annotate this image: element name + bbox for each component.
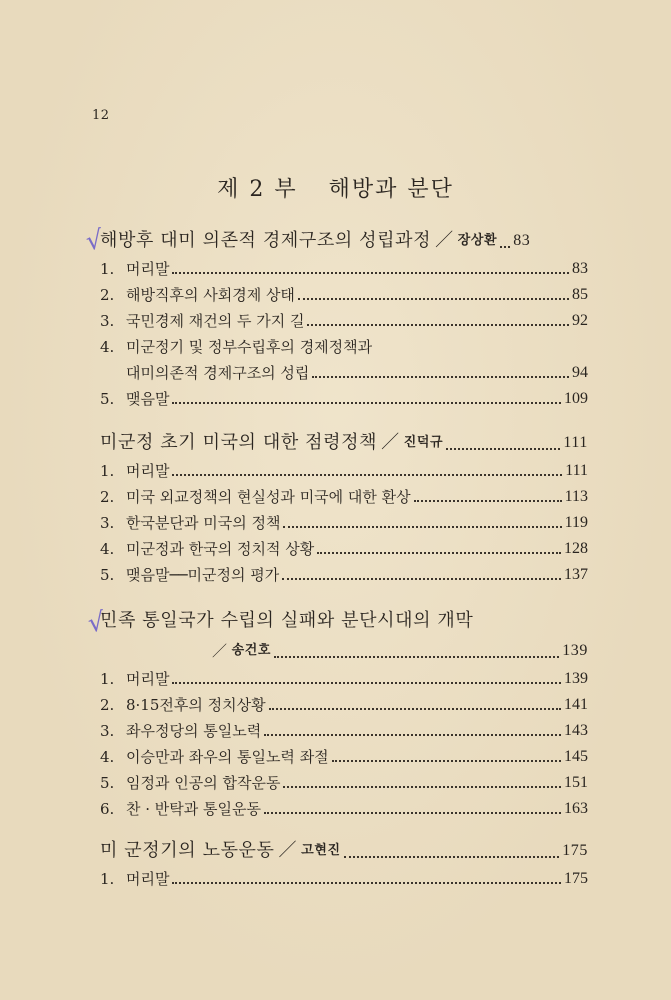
dot-leader [172, 473, 562, 476]
toc-entry[interactable] [100, 536, 588, 562]
slash-separator: ／ [435, 230, 454, 251]
entry-page: 128 [564, 540, 588, 557]
entry-page: 151 [564, 774, 588, 791]
entry-number: 3. [100, 312, 115, 330]
entry-title: 머리말 [126, 260, 170, 278]
dot-leader [172, 271, 569, 274]
dot-leader [414, 499, 562, 502]
dot-leader [312, 375, 569, 378]
dot-leader [283, 785, 561, 788]
entry-page: 85 [572, 286, 588, 303]
entry-page: 139 [564, 670, 588, 687]
part-number: 제 2 부 [217, 177, 298, 202]
entry-number: 4. [100, 338, 115, 356]
entry-page: 143 [564, 722, 588, 739]
entry-title: 임정과 인공의 합작운동 [126, 774, 281, 792]
dot-leader [446, 447, 560, 450]
dot-leader [264, 811, 561, 814]
section-title: 미 군정기의 노동운동 [100, 840, 275, 861]
toc-section-3 [100, 606, 588, 822]
section-page: 111 [563, 434, 588, 451]
entry-title: 찬 · 반탁과 통일운동 [126, 800, 261, 818]
entry-title: 맺음말──미군정의 평가 [126, 566, 280, 584]
dot-leader [317, 551, 561, 554]
dot-leader [172, 881, 561, 884]
slash-separator: ／ [381, 432, 400, 453]
section-title: 해방후 대미 의존적 경제구조의 성립과정 [100, 230, 432, 251]
entry-number: 2. [100, 488, 115, 506]
entry-number: 4. [100, 748, 115, 766]
toc-section-heading[interactable] [100, 226, 588, 256]
part-title-text: 해방과 분단 [328, 177, 454, 202]
dot-leader [344, 855, 560, 858]
dot-leader [307, 323, 569, 326]
entry-number: 6. [100, 800, 115, 818]
entry-title: 8·15전후의 정치상황 [126, 696, 266, 714]
section-author: 송건호 [231, 643, 272, 658]
section-page: 175 [562, 842, 588, 859]
entry-number: 1. [100, 870, 115, 888]
entry-page: 145 [564, 748, 588, 765]
toc-entry[interactable] [100, 282, 588, 308]
toc-entry[interactable] [100, 866, 588, 892]
toc-entry-line1[interactable] [100, 334, 588, 360]
dot-leader [172, 401, 561, 404]
entry-title: 이승만과 좌우의 통일노력 좌절 [126, 748, 329, 766]
entry-number: 1. [100, 462, 115, 480]
dot-leader [264, 733, 561, 736]
entry-page: 119 [564, 514, 588, 531]
entry-page: 141 [564, 696, 588, 713]
entry-page: 109 [564, 390, 588, 407]
dot-leader [274, 655, 559, 658]
pen-check-mark-icon: √ [85, 606, 107, 640]
toc-section-heading[interactable] [100, 836, 588, 866]
entry-number: 5. [100, 390, 115, 408]
toc-entry[interactable] [100, 308, 588, 334]
entry-number: 4. [100, 540, 115, 558]
entry-page: 163 [564, 800, 588, 817]
toc-section-2 [100, 428, 588, 588]
dot-leader [269, 707, 561, 710]
entry-title: 해방직후의 사회경제 상태 [126, 286, 295, 304]
entry-title: 맺음말 [126, 390, 170, 408]
slash-separator: ／ [212, 642, 228, 660]
toc-section-heading[interactable] [100, 428, 588, 458]
dot-leader [298, 297, 569, 300]
slash-separator: ／ [278, 840, 298, 861]
entry-number: 3. [100, 722, 115, 740]
entry-number: 2. [100, 286, 115, 304]
entry-number: 1. [100, 670, 115, 688]
entry-title: 국민경제 재건의 두 가지 길 [126, 312, 305, 330]
toc-entry[interactable] [100, 484, 588, 510]
entry-page: 92 [572, 312, 588, 329]
toc-entry[interactable] [100, 510, 588, 536]
dot-leader [500, 245, 510, 248]
part-title [0, 172, 671, 203]
entry-title: 머리말 [126, 462, 170, 480]
toc-section-heading-cont[interactable] [100, 636, 588, 666]
pen-check-mark-icon: √ [83, 224, 105, 258]
section-title: 민족 통일국가 수립의 실패와 분단시대의 개막 [100, 610, 474, 631]
section-page: 83 [513, 232, 531, 249]
entry-page: 113 [564, 488, 588, 505]
toc-entry-line2[interactable] [100, 360, 588, 386]
entry-page: 83 [572, 260, 588, 277]
toc-entry[interactable] [100, 744, 588, 770]
toc-entry[interactable] [100, 796, 588, 822]
toc-entry[interactable] [100, 770, 588, 796]
dot-leader [172, 681, 561, 684]
section-author: 장상환 [457, 233, 498, 248]
dot-leader [283, 525, 561, 528]
entry-title: 머리말 [126, 670, 170, 688]
toc-entry[interactable] [100, 562, 588, 588]
entry-title: 미군정과 한국의 정치적 상황 [126, 540, 315, 558]
section-author: 진덕규 [403, 435, 444, 450]
entry-number: 2. [100, 696, 115, 714]
toc-entry[interactable] [100, 386, 588, 412]
dot-leader [332, 759, 561, 762]
entry-title: 미군정기 및 정부수립후의 경제정책과 [126, 338, 373, 356]
entry-page: 94 [572, 364, 588, 381]
section-author: 고현진 [301, 843, 341, 858]
section-page: 139 [562, 642, 588, 659]
toc-entry[interactable] [100, 692, 588, 718]
toc-section-heading[interactable] [100, 606, 588, 636]
entry-number: 1. [100, 260, 115, 278]
toc-section-1 [100, 226, 588, 412]
toc-section-4 [100, 836, 588, 892]
entry-title: 한국분단과 미국의 정책 [126, 514, 281, 532]
entry-page: 175 [564, 870, 588, 887]
dot-leader [282, 577, 561, 580]
toc-entry[interactable] [100, 256, 588, 282]
entry-page: 137 [564, 566, 588, 583]
section-title: 미군정 초기 미국의 대한 점령정책 [100, 432, 378, 453]
page-number: 12 [92, 108, 110, 123]
entry-title: 좌우정당의 통일노력 [126, 722, 262, 740]
entry-page: 111 [565, 462, 588, 479]
toc-entry[interactable] [100, 718, 588, 744]
toc-entry[interactable] [100, 458, 588, 484]
toc-entry[interactable] [100, 666, 588, 692]
entry-title-continued: 대미의존적 경제구조의 성립 [126, 364, 310, 382]
entry-number: 3. [100, 514, 115, 532]
entry-title: 미국 외교정책의 현실성과 미국에 대한 환상 [126, 488, 411, 506]
entry-number: 5. [100, 774, 115, 792]
entry-number: 5. [100, 566, 115, 584]
entry-title: 머리말 [126, 870, 170, 888]
